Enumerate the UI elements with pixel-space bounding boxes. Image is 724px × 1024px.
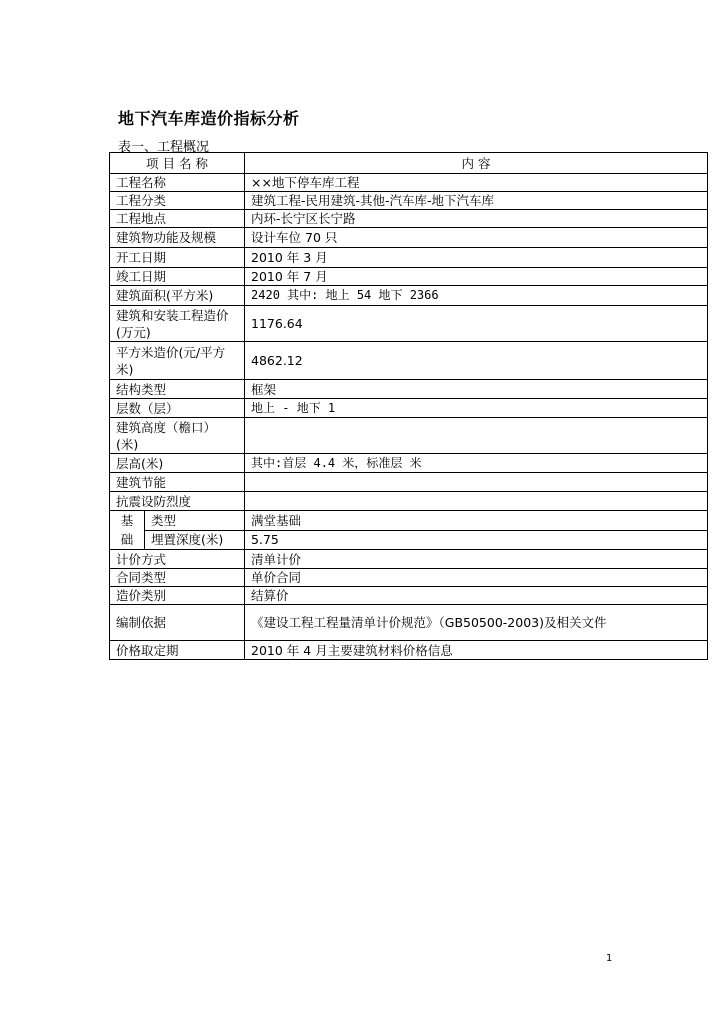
table-row bbox=[110, 192, 708, 210]
row-value: 其中:首层 4.4 米，标准层 米 bbox=[245, 454, 708, 473]
section-label: 表一、工程概况 bbox=[118, 140, 210, 155]
row-value: 内环-长宁区长宁路 bbox=[245, 210, 708, 228]
row-label: 造价类别 bbox=[110, 587, 245, 605]
foundation-type-value: 满堂基础 bbox=[245, 511, 708, 531]
row-label: 建筑节能 bbox=[110, 473, 245, 492]
row-label: 工程地点 bbox=[110, 210, 245, 228]
table-row bbox=[110, 492, 708, 511]
foundation-label-bottom: 础 bbox=[120, 532, 134, 547]
row-value: 框架 bbox=[245, 380, 708, 399]
table-row bbox=[110, 550, 708, 569]
row-label: 层数（层） bbox=[110, 399, 245, 418]
table-row bbox=[110, 587, 708, 605]
page-number: 1 bbox=[606, 953, 613, 964]
row-label: 开工日期 bbox=[110, 248, 245, 268]
table-row bbox=[110, 248, 708, 268]
table-row bbox=[110, 641, 708, 660]
row-label: 建筑和安装工程造价(万元) bbox=[110, 306, 245, 342]
row-value: 设计车位 70 只 bbox=[245, 228, 708, 248]
foundation-type-row bbox=[110, 511, 708, 531]
row-value: 2010 年 3 月 bbox=[245, 248, 708, 268]
project-overview-table bbox=[109, 152, 708, 660]
row-value: 单价合同 bbox=[245, 569, 708, 587]
row-value: 4862.12 bbox=[245, 342, 708, 380]
row-value bbox=[245, 492, 708, 511]
row-label: 平方米造价(元/平方米) bbox=[110, 342, 245, 380]
table-row bbox=[110, 286, 708, 306]
row-label: 工程名称 bbox=[110, 174, 245, 192]
table-row bbox=[110, 210, 708, 228]
row-value: 1176.64 bbox=[245, 306, 708, 342]
table-row bbox=[110, 228, 708, 248]
table-row bbox=[110, 473, 708, 492]
table-row bbox=[110, 418, 708, 454]
row-label: 建筑面积(平方米) bbox=[110, 286, 245, 306]
row-label: 合同类型 bbox=[110, 569, 245, 587]
row-value: 建筑工程-民用建筑-其他-汽车库-地下汽车库 bbox=[245, 192, 708, 210]
row-label: 建筑物功能及规模 bbox=[110, 228, 245, 248]
table-row bbox=[110, 569, 708, 587]
header-item: 项 目 名 称 bbox=[110, 153, 245, 174]
foundation-type-label: 类型 bbox=[145, 511, 245, 531]
foundation-depth-label: 埋置深度(米) bbox=[145, 530, 245, 550]
table-row bbox=[110, 342, 708, 380]
row-label: 层高(米) bbox=[110, 454, 245, 473]
row-label: 抗震设防烈度 bbox=[110, 492, 245, 511]
row-label: 竣工日期 bbox=[110, 268, 245, 286]
table-header-row bbox=[110, 153, 708, 174]
row-label: 计价方式 bbox=[110, 550, 245, 569]
row-value: 《建设工程工程量清单计价规范》（GB50500-2003)及相关文件 bbox=[245, 605, 708, 641]
table-row bbox=[110, 454, 708, 473]
table-row bbox=[110, 306, 708, 342]
foundation-depth-row bbox=[110, 530, 708, 550]
row-value: 2010 年 4 月主要建筑材料价格信息 bbox=[245, 641, 708, 660]
row-label: 编制依据 bbox=[110, 605, 245, 641]
document-title: 地下汽车库造价指标分析 bbox=[118, 109, 300, 128]
row-label: 结构类型 bbox=[110, 380, 245, 399]
foundation-label-top: 基 bbox=[120, 513, 134, 528]
row-value: ××地下停车库工程 bbox=[245, 174, 708, 192]
row-value: 2010 年 7 月 bbox=[245, 268, 708, 286]
table-row bbox=[110, 268, 708, 286]
row-value: 结算价 bbox=[245, 587, 708, 605]
row-label: 价格取定期 bbox=[110, 641, 245, 660]
foundation-depth-value: 5.75 bbox=[245, 530, 708, 550]
table-row bbox=[110, 399, 708, 418]
foundation-group-label bbox=[110, 511, 145, 550]
row-value bbox=[245, 473, 708, 492]
row-value: 清单计价 bbox=[245, 550, 708, 569]
row-value bbox=[245, 418, 708, 454]
table-row bbox=[110, 174, 708, 192]
row-label: 工程分类 bbox=[110, 192, 245, 210]
row-value: 地上 - 地下 1 bbox=[245, 399, 708, 418]
row-value: 2420 其中: 地上 54 地下 2366 bbox=[245, 286, 708, 306]
table-row bbox=[110, 605, 708, 641]
row-label: 建筑高度（檐口）(米) bbox=[110, 418, 245, 454]
header-content: 内 容 bbox=[245, 153, 708, 174]
table-row bbox=[110, 380, 708, 399]
